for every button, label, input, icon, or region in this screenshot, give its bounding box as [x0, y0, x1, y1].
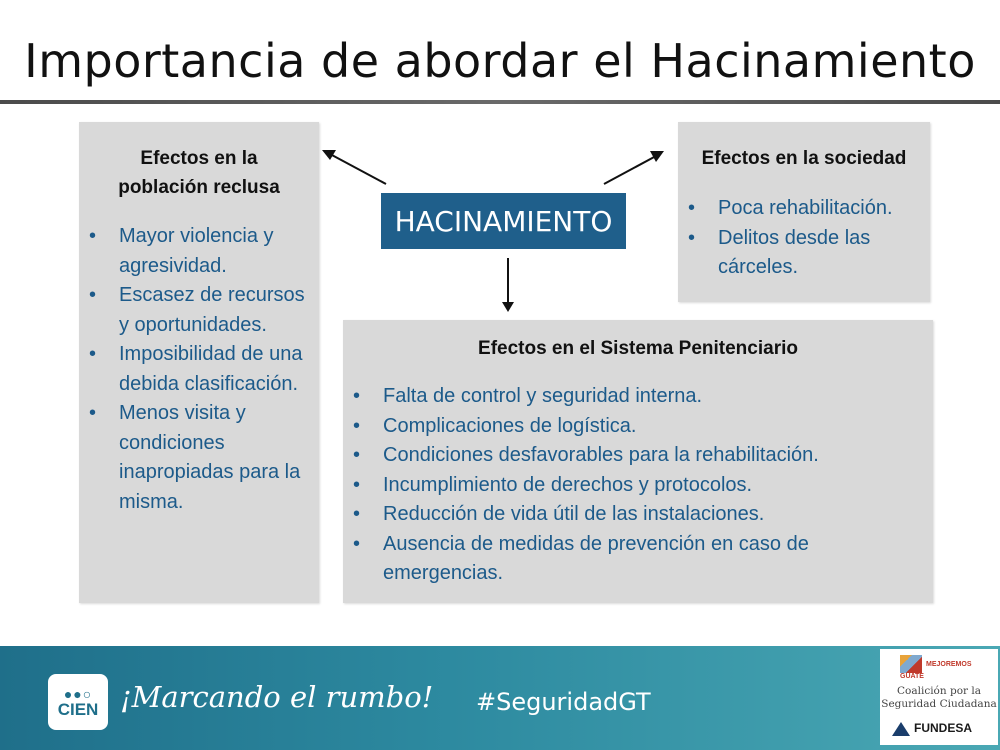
list-item-text: Condiciones desfavorables para la rehabilitación. [383, 444, 819, 466]
list-item-text: Ausencia de medidas de prevención en caso de emergencias. [383, 532, 809, 584]
partner-logos [880, 649, 998, 745]
partner-org: FUNDESA [914, 721, 973, 735]
mejoremos-guate-icon [900, 655, 922, 673]
fundesa-icon [892, 722, 910, 736]
bullet-icon: • [353, 503, 361, 525]
list-item-text: Incumplimiento de derechos y protocolos. [383, 473, 753, 496]
bullet-icon: • [353, 414, 361, 437]
logo-text: CIEN [57, 700, 99, 719]
list-item-text: Delitos desde las cárceles. [718, 226, 871, 278]
logo-dots-icon: ●●○ [63, 686, 93, 702]
tagline: ¡Marcando el rumbo! [120, 680, 434, 714]
bullet-icon: • [353, 444, 361, 466]
list-item-text: Mayor violencia y agresividad. [119, 225, 274, 277]
cien-logo [48, 674, 108, 730]
box-title-sistema: Efectos en el Sistema Penitenciario [478, 338, 798, 359]
bullet-icon: • [89, 343, 97, 365]
hacinamiento-label: HACINAMIENTO [381, 193, 626, 249]
partner-brand: MEJOREMOS GUATE [900, 660, 972, 680]
bullet-icon: • [688, 197, 696, 219]
bullet-icon: • [353, 473, 361, 496]
list-item-text: Reducción de vida útil de las instalaciones. [383, 503, 765, 525]
bullet-icon: • [89, 225, 97, 247]
box-title-line1: Efectos en la [140, 148, 258, 169]
hashtag: #SeguridadGT [476, 688, 651, 716]
box-title-line2: población reclusa [118, 177, 280, 198]
arrow-down-icon [502, 258, 514, 312]
slide-title: Importancia de abordar el Hacinamiento [24, 34, 976, 88]
partner-coalition: Coalición por la Seguridad Ciudadana [881, 685, 997, 710]
list-item-text: Imposibilidad de una debida clasificación. [119, 343, 303, 395]
bullet-icon: • [89, 284, 97, 306]
list-item-text: Falta de control y seguridad interna. [383, 385, 703, 407]
fundesa-logo [892, 721, 972, 736]
list-item-text: Escasez de recursos y oportunidades. [119, 284, 305, 336]
list-item-text: Menos visita y condiciones inapropiadas para la misma. [119, 402, 301, 513]
mejoremos-guate-logo [900, 655, 986, 679]
list-item-text: Poca rehabilitación. [718, 197, 893, 219]
bullet-icon: • [353, 385, 361, 407]
box-title-sociedad: Efectos en la sociedad [701, 148, 907, 169]
arrow-up-right-icon [604, 151, 664, 184]
bullet-icon: • [688, 226, 696, 249]
bullet-icon: • [89, 402, 97, 424]
bullet-icon: • [353, 532, 361, 555]
arrow-up-left-icon [322, 150, 386, 184]
list-item-text: Complicaciones de logística. [383, 414, 637, 437]
